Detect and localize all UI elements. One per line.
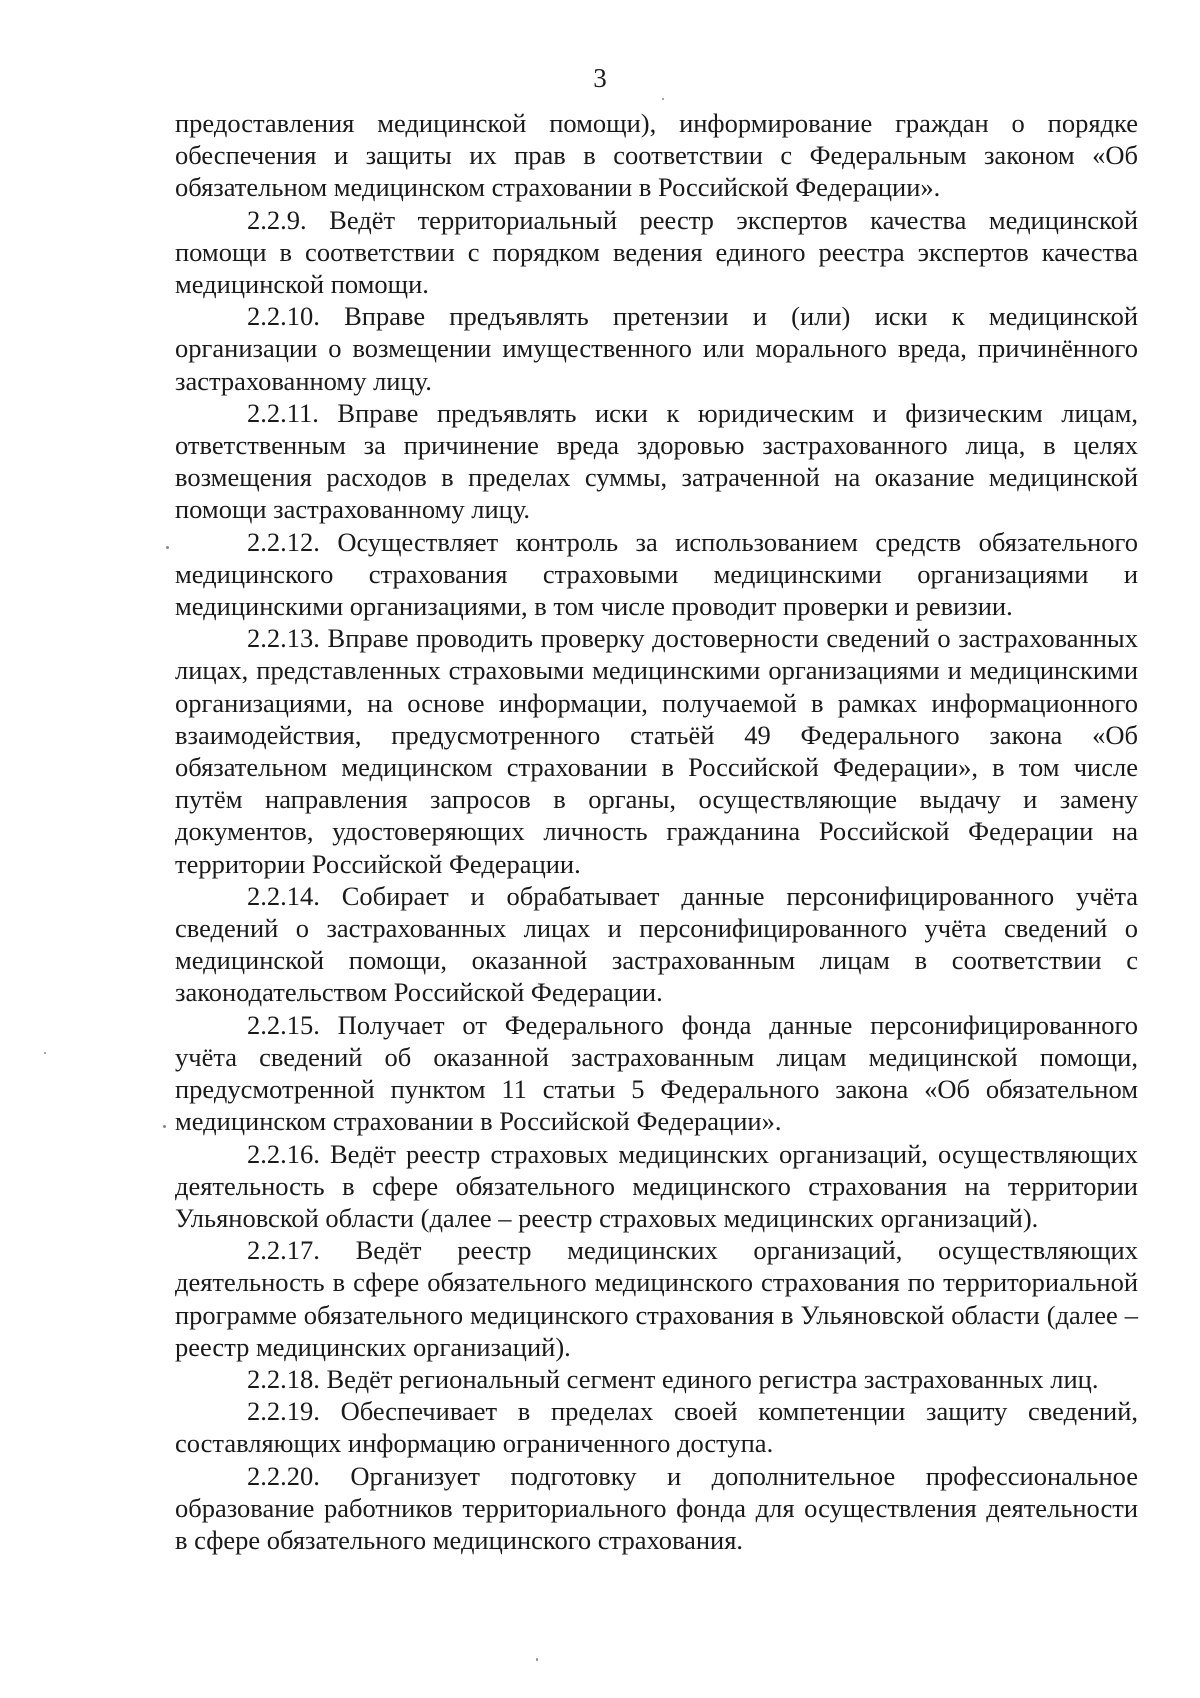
paragraph-2-2-14: 2.2.14. Собирает и обрабатывает данные персонифицированного учёта сведений о застрахованных лицах и персонифицированного учёта сведений о медицинской помощи, оказанной застрахованным лицам в соответствии с законодательством Российской Федерации.: [175, 880, 1138, 1008]
paragraph-2-2-15: 2.2.15. Получает от Федерального фонда данные персонифицированного учёта сведений об оказанной застрахованным лицам медицинской помощи, предусмотренной пунктом 11 статьи 5 Федерального закона «Об обязательном медицинском страховании в Российской Федерации».: [175, 1009, 1138, 1137]
paragraph-2-2-9: 2.2.9. Ведёт территориальный реестр экспертов качества медицинской помощи в соответствии с порядком ведения единого реестра экспертов качества медицинской помощи.: [175, 204, 1138, 300]
paragraph-2-2-16: 2.2.16. Ведёт реестр страховых медицинских организаций, осуществляющих деятельность в сфере обязательного медицинского страхования на территории Ульяновской области (далее – реестр страховых медицинских организаций).: [175, 1138, 1138, 1233]
paragraph-2-2-10: 2.2.10. Вправе предъявлять претензии и (или) иски к медицинской организации о возмещении имущественного или морального вреда, причинённого застрахованному лицу.: [175, 301, 1138, 396]
scan-speck: [166, 546, 169, 549]
paragraph-2-2-13: 2.2.13. Вправе проводить проверку достоверности сведений о застрахованных лицах, представленных страховыми медицинскими организациями и медицинскими организациями, на основе информации, получаемой в рамках информационного взаимодействия, предусмотренного статьёй 49 Федерального закона «Об обязательном медицинском страховании в Российской Федерации», в том числе путём направления запросов в органы, осуществляющие выдачу и замену документов, удостоверяющих личность гражданина Российской Федерации на территории Российской Федерации.: [175, 623, 1138, 879]
scan-speck: [536, 1658, 538, 1661]
document-body: [175, 107, 1138, 1556]
paragraph-2-2-20: 2.2.20. Организует подготовку и дополнительное профессиональное образование работников территориального фонда для осуществления деятельности в сфере обязательного медицинского страхования.: [175, 1460, 1138, 1555]
paragraph-2-2-18: 2.2.18. Ведёт региональный сегмент единого регистра застрахованных лиц.: [247, 1363, 1099, 1394]
page-number: 3: [593, 63, 607, 93]
paragraph-2-2-12: 2.2.12. Осуществляет контроль за использованием средств обязательного медицинского страхования страховыми медицинскими организациями и медицинскими организациями, в том числе проводит проверки и ревизии.: [175, 526, 1138, 622]
paragraph-2-2-17: 2.2.17. Ведёт реестр медицинских организаций, осуществляющих деятельность в сфере обязательного медицинского страхования по территориальной программе обязательного медицинского страхования в Ульяновской области (далее – реестр медицинских организаций).: [175, 1235, 1138, 1362]
paragraph-2-2-11: 2.2.11. Вправе предъявлять иски к юридическим и физическим лицам, ответственным за причинение вреда здоровью застрахованного лица, в целях возмещения расходов в пределах суммы, затраченной на оказание медицинской помощи застрахованному лицу.: [175, 397, 1138, 525]
paragraph-2-2-19: 2.2.19. Обеспечивает в пределах своей компетенции защиту сведений, составляющих информацию ограниченного доступа.: [175, 1396, 1138, 1459]
paragraph-continuation: предоставления медицинской помощи), информирование граждан о порядке обеспечения и защиты их прав в соответствии с Федеральным законом «Об обязательном медицинском страховании в Российской Федерации».: [175, 108, 1138, 203]
scan-speck: [662, 98, 664, 100]
scan-speck: [163, 1125, 166, 1128]
scan-speck: [44, 1052, 46, 1054]
